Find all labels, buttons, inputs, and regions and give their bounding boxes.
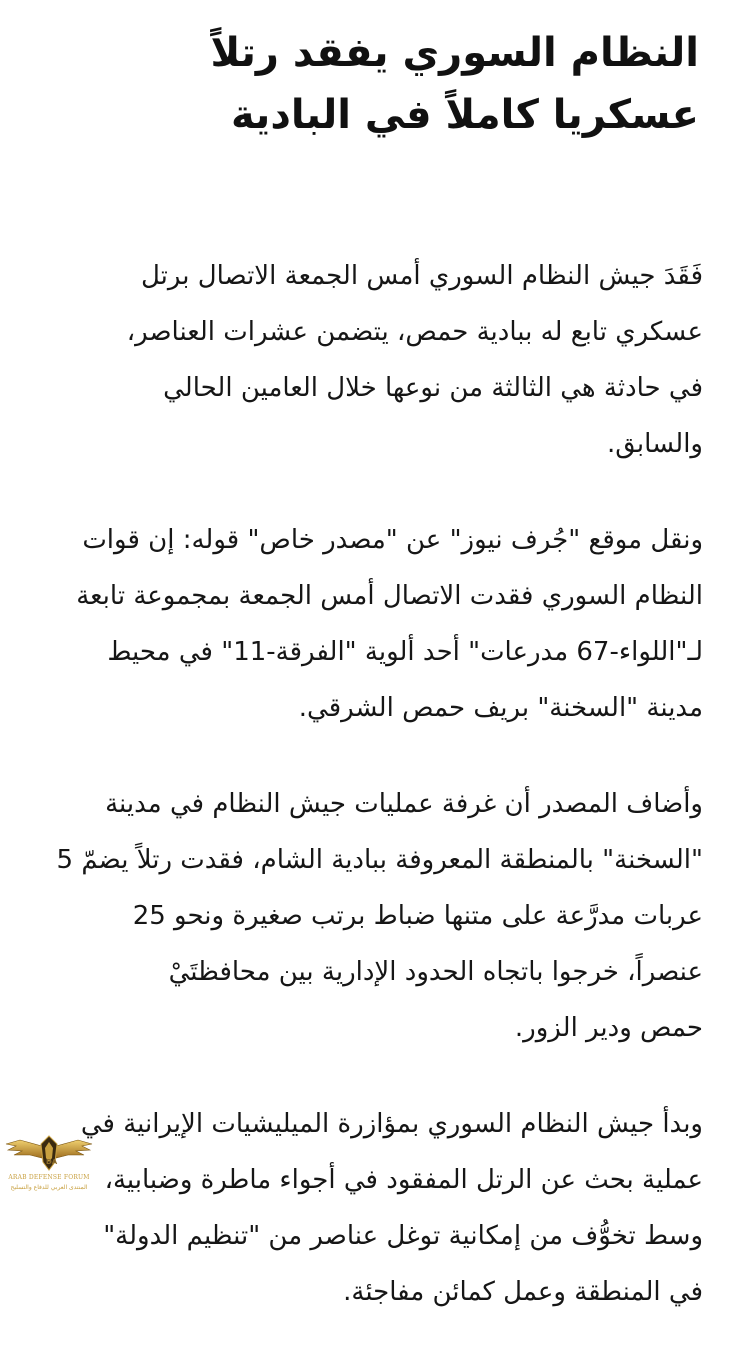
headline-line-2: عسكريا كاملاً في البادية	[231, 92, 699, 138]
paragraph-4	[43, 1096, 703, 1320]
paragraph-line: عنصراً، خرجوا باتجاه الحدود الإدارية بين محافظتَيْ	[168, 957, 703, 987]
paragraph-line: النظام السوري فقدت الاتصال أمس الجمعة بمجموعة تابعة	[76, 581, 703, 611]
eagle-wings-icon	[0, 1118, 98, 1178]
paragraph-line: وبدأ جيش النظام السوري بمؤازرة الميليشيات الإيرانية في	[80, 1109, 703, 1139]
paragraph-line: وأضاف المصدر أن غرفة عمليات جيش النظام في مدينة	[105, 789, 703, 819]
paragraph-line: في حادثة هي الثالثة من نوعها خلال العامين الحالي	[163, 373, 703, 403]
paragraph-line: لـ"اللواء-67 مدرعات" أحد ألوية "الفرقة-11" في محيط	[107, 637, 703, 667]
watermark-logo	[0, 1118, 98, 1200]
logo-mark: DA	[46, 1158, 58, 1166]
paragraph-2	[43, 512, 703, 736]
paragraph-line: ونقل موقع "جُرف نيوز" عن "مصدر خاص" قوله: إن قوات	[82, 525, 703, 555]
headline	[39, 22, 699, 146]
paragraph-line: عربات مدرَّعة على متنها ضباط برتب صغيرة ونحو 25	[132, 901, 703, 931]
paragraph-line: مدينة "السخنة" بريف حمص الشرقي.	[298, 693, 703, 723]
paragraph-line: فَقَدَ جيش النظام السوري أمس الجمعة الاتصال برتل	[140, 261, 703, 291]
paragraph-line: "السخنة" بالمنطقة المعروفة ببادية الشام، فقدت رتلاً يضمّ 5	[56, 845, 703, 875]
paragraph-line: في المنطقة وعمل كمائن مفاجئة.	[343, 1277, 703, 1307]
paragraph-line: وسط تخوُّف من إمكانية توغل عناصر من "تنظيم الدولة"	[103, 1221, 703, 1251]
paragraph-3	[43, 776, 703, 1056]
paragraph-line: عملية بحث عن الرتل المفقود في أجواء ماطرة وضبابية،	[104, 1165, 703, 1195]
logo-english-text: ARAB DEFENSE FORUM	[8, 1174, 90, 1181]
paragraph-1	[43, 248, 703, 472]
paragraph-line: والسابق.	[606, 429, 703, 459]
headline-line-1: النظام السوري يفقد رتلاً	[210, 30, 699, 76]
logo-arabic-text: المنتدى العربي للدفاع والتسليح	[10, 1184, 88, 1191]
paragraph-line: عسكري تابع له ببادية حمص، يتضمن عشرات العناصر،	[126, 317, 703, 347]
article-body	[43, 248, 703, 1360]
paragraph-line: حمص ودير الزور.	[514, 1013, 703, 1043]
